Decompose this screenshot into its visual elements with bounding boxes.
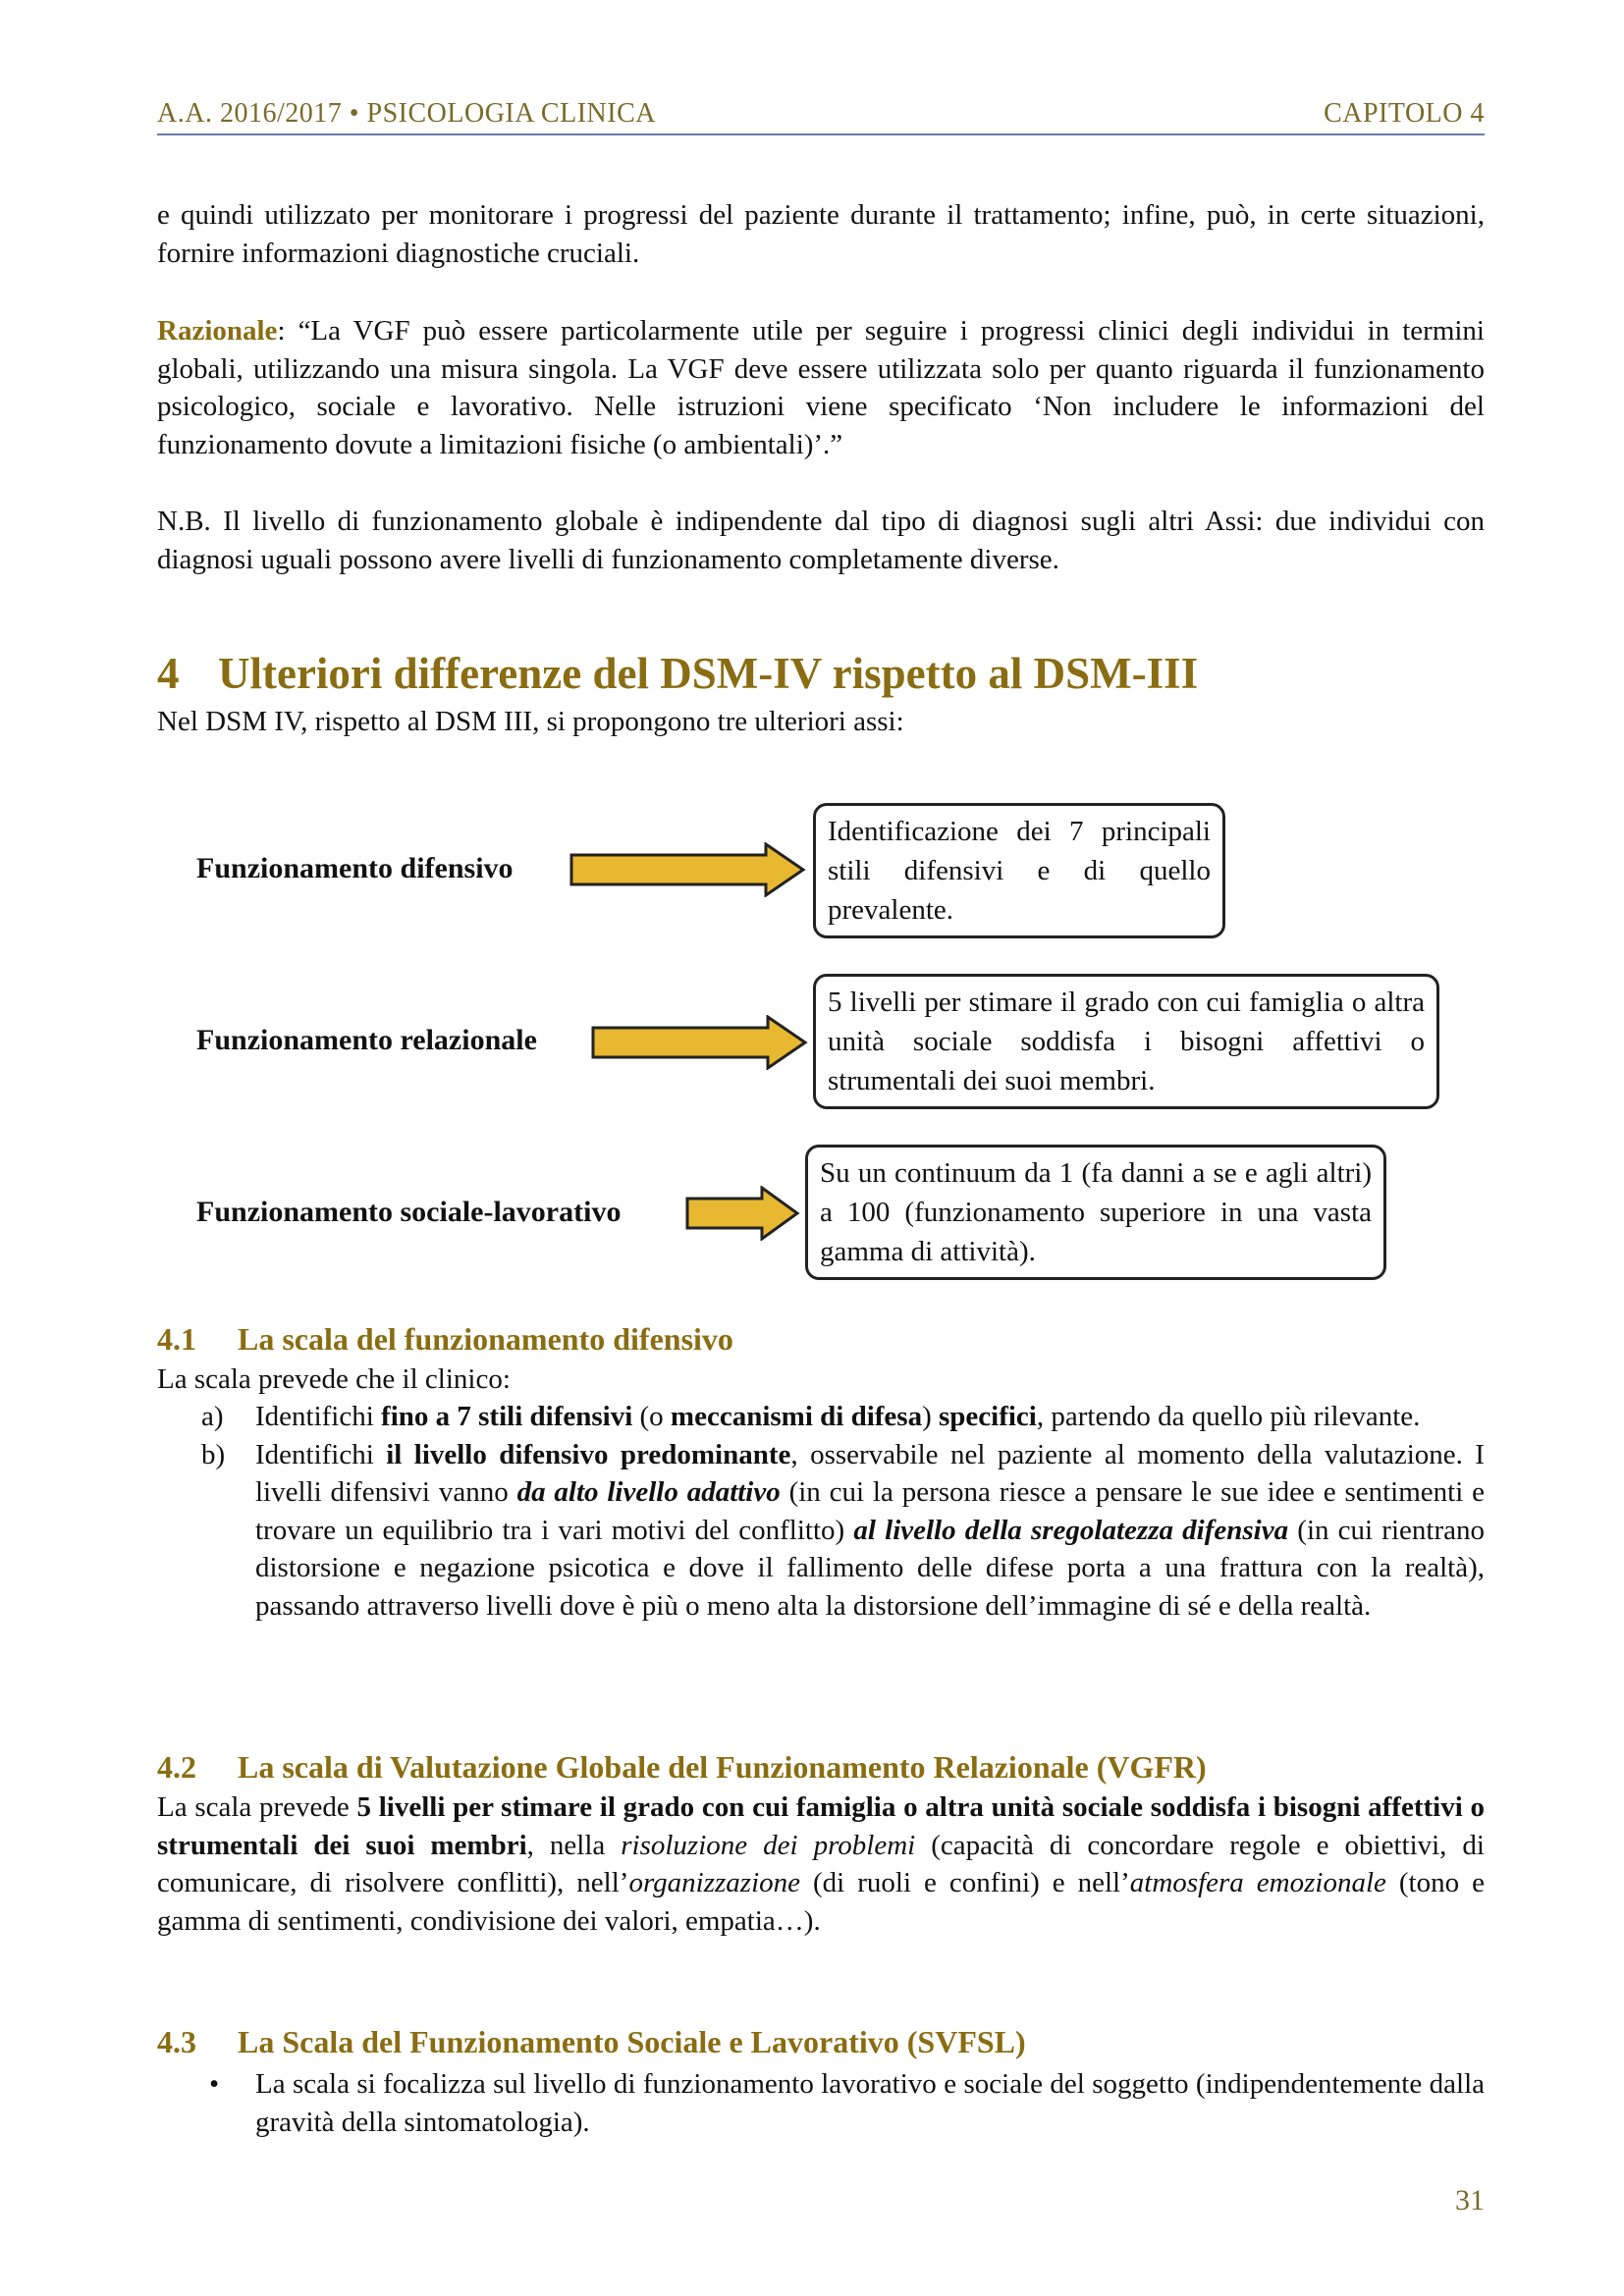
list-text: , osservabile nel paziente al momento della valutazione. I livelli difensivi vanno bbox=[255, 1438, 1485, 1508]
para-bold: 5 livelli per stimare il grado con cui famiglia o altra unità sociale soddisfa i bisogni affettivi o strumentali dei suoi membri bbox=[157, 1791, 1485, 1861]
list-marker: b) bbox=[201, 1438, 226, 1470]
list-text: (o bbox=[632, 1401, 671, 1432]
intro-paragraph: e quindi utilizzato per monitorare i progressi del paziente durante il trattamento; infine, può, in certe situazioni, fornire informazioni diagnostiche cruciali. bbox=[157, 199, 1485, 269]
list-bold-italic: da alto livello adattivo bbox=[516, 1476, 781, 1508]
diagram-box-difensivo: Identificazione dei 7 principali stili difensivi e di quello prevalente. bbox=[813, 803, 1225, 938]
section-4-3-title: La Scala del Funzionamento Sociale e Lavorativo (SVFSL) bbox=[238, 2024, 1026, 2059]
section-4-1-list bbox=[201, 1398, 1485, 1625]
section-4-2-number: 4.2 bbox=[157, 1749, 196, 1785]
list-text: Identifichi bbox=[255, 1401, 382, 1432]
list-item bbox=[201, 2065, 1485, 2141]
section-4-1-title: La scala del funzionamento difensivo bbox=[238, 1321, 733, 1357]
header-course: A.A. 2016/2017 • PSICOLOGIA CLINICA bbox=[157, 98, 656, 129]
list-item bbox=[201, 1436, 1485, 1626]
section-4-number: 4 bbox=[157, 649, 180, 698]
section-4-intro: Nel DSM IV, rispetto al DSM III, si propongono tre ulteriori assi: bbox=[157, 706, 904, 737]
list-text: , partendo da quello più rilevante. bbox=[1036, 1401, 1421, 1432]
section-4-3-heading bbox=[157, 2024, 1485, 2060]
para-italic: atmosfera emozionale bbox=[1129, 1867, 1386, 1898]
para-italic: organizzazione bbox=[628, 1867, 801, 1898]
list-text: Identifichi bbox=[255, 1438, 387, 1470]
razionale-label: Razionale bbox=[157, 315, 278, 347]
list-marker: a) bbox=[201, 1401, 224, 1432]
list-text: (in cui rientrano distorsione e negazione psicotica e dove il fallimento delle difese porta a una frattura con la realtà), passando attraverso livelli dove è più o meno alta la distorsione dell’immagine di sé e della realtà. bbox=[255, 1514, 1485, 1622]
header-chapter: CAPITOLO 4 bbox=[1324, 98, 1485, 129]
section-4-2-title: La scala di Valutazione Globale del Funzionamento Relazionale (VGFR) bbox=[238, 1749, 1207, 1785]
list-item bbox=[201, 1398, 1485, 1436]
razionale-paragraph bbox=[157, 312, 1485, 463]
diagram-label-difensivo: Funzionamento difensivo bbox=[196, 852, 514, 884]
page-header bbox=[157, 94, 1485, 135]
list-text: (in cui la persona riesce a pensare le sue idee e sentimenti e trovare un equilibrio tra i vari motivi del conflitto) bbox=[255, 1476, 1485, 1546]
page-number: 31 bbox=[1455, 2184, 1485, 2216]
section-4-1-intro: La scala prevede che il clinico: bbox=[157, 1363, 511, 1395]
list-bold: meccanismi di difesa bbox=[670, 1401, 923, 1432]
section-4-2-paragraph bbox=[157, 1789, 1485, 1940]
list-bold: specifici bbox=[939, 1401, 1037, 1432]
nb-paragraph: N.B. Il livello di funzionamento globale è indipendente dal tipo di diagnosi sugli altri Assi: due individui con diagnosi uguali possono avere livelli di funzionamento completamente diverse. bbox=[157, 506, 1485, 575]
bullet-icon: • bbox=[209, 2068, 220, 2100]
section-4-1-heading bbox=[157, 1321, 1485, 1358]
list-bold-italic: al livello della sregolatezza difensiva bbox=[853, 1514, 1289, 1546]
arrow-right-icon bbox=[591, 1015, 809, 1070]
para-text: (tono e gamma di sentimenti, condivisione dei valori, empatia…). bbox=[157, 1867, 1486, 1937]
arrow-right-icon bbox=[569, 842, 807, 897]
section-4-2-heading bbox=[157, 1749, 1485, 1786]
para-text: , nella bbox=[526, 1829, 622, 1861]
para-italic: risoluzione dei problemi bbox=[621, 1829, 916, 1861]
diagram-label-relazionale: Funzionamento relazionale bbox=[196, 1024, 537, 1056]
para-text: (capacità di concordare regole e obiettivi, di comunicare, di risolvere conflitti), nell’ bbox=[157, 1829, 1485, 1898]
section-4-title: Ulteriori differenze del DSM-IV rispetto al DSM-III bbox=[218, 649, 1199, 698]
list-text: ) bbox=[922, 1401, 939, 1432]
para-text: (di ruoli e confini) e nell’ bbox=[800, 1867, 1130, 1898]
section-4-heading bbox=[157, 648, 1485, 699]
list-bold: il livello difensivo predominante bbox=[386, 1438, 791, 1470]
diagram-box-sociale-lavorativo: Su un continuum da 1 (fa danni a se e agli altri) a 100 (funzionamento superiore in una vasta gamma di attività). bbox=[805, 1145, 1386, 1280]
diagram-box-relazionale: 5 livelli per stimare il grado con cui famiglia o altra unità sociale soddisfa i bisogni affettivi o strumentali dei suoi membri. bbox=[813, 974, 1439, 1109]
razionale-text: : “La VGF può essere particolarmente utile per seguire i progressi clinici degli individui in termini globali, utilizzando una misura singola. La VGF deve essere utilizzata solo per quanto riguarda il funzionamento psicologico, sociale e lavorativo. Nelle istruzioni viene specificato ‘Non includere le informazioni del funzionamento dovute a limitazioni fisiche (o ambientali)’.” bbox=[157, 315, 1485, 460]
list-text: La scala si focalizza sul livello di funzionamento lavorativo e sociale del soggetto (indipendentemente dalla gravità della sintomatologia). bbox=[255, 2068, 1485, 2138]
list-bold: fino a 7 stili difensivi bbox=[381, 1401, 633, 1432]
arrow-right-icon bbox=[685, 1186, 801, 1241]
section-4-3-list bbox=[201, 2065, 1485, 2141]
diagram-label-sociale-lavorativo: Funzionamento sociale-lavorativo bbox=[196, 1196, 622, 1228]
section-4-3-number: 4.3 bbox=[157, 2024, 196, 2059]
section-4-1-number: 4.1 bbox=[157, 1321, 196, 1357]
para-text: La scala prevede bbox=[157, 1791, 357, 1823]
